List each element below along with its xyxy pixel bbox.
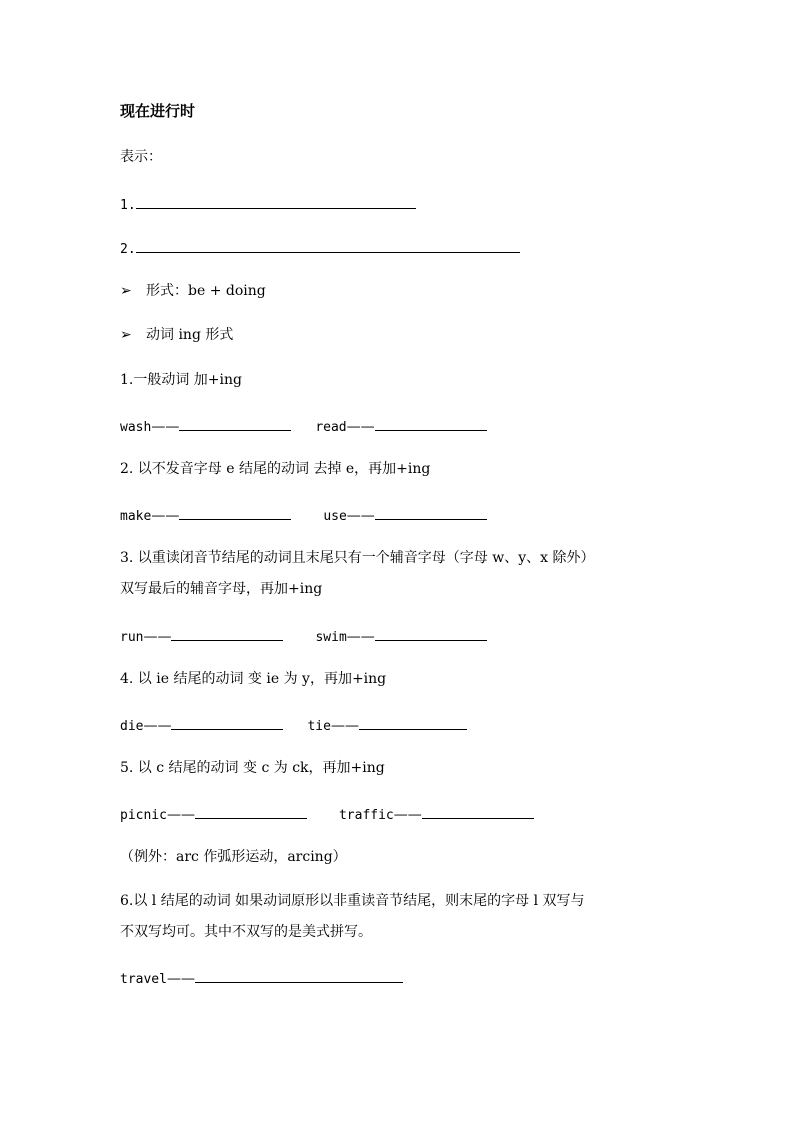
- example-word: swim: [315, 630, 347, 645]
- rule-6-line-1: 6.以 l 结尾的动词 如果动词原形以非重读音节结尾，则末尾的字母 l 双写与: [120, 893, 585, 909]
- meaning-item-2-number: 2.: [120, 242, 136, 257]
- bullet-ing-text: 动词 ing 形式: [146, 327, 234, 343]
- example-word: tie: [307, 719, 331, 734]
- rule-3-line-1: 3. 以重读闭音节结尾的动词且末尾只有一个辅音字母（字母 w、y、x 除外）: [120, 550, 595, 566]
- arrow-bullet-icon: ➢: [120, 327, 132, 343]
- example-dash: ——: [151, 508, 180, 524]
- example-dash: ——: [143, 629, 172, 645]
- example-dash: ——: [143, 718, 172, 734]
- example-word: make: [120, 509, 152, 524]
- page-title: 现在进行时: [120, 102, 196, 120]
- example-word: picnic: [120, 808, 167, 823]
- example-word: read: [315, 420, 347, 435]
- answer-blank[interactable]: [171, 715, 283, 730]
- example-row-1: [120, 416, 487, 437]
- arrow-bullet-icon: ➢: [120, 283, 132, 299]
- rule-5: 5. 以 c 结尾的动词 变 c 为 ck，再加+ing: [120, 760, 385, 776]
- answer-blank[interactable]: [375, 505, 487, 520]
- rule-4: 4. 以 ie 结尾的动词 变 ie 为 y，再加+ing: [120, 671, 387, 687]
- example-row-3: [120, 626, 487, 647]
- meaning-item-1-number: 1.: [120, 198, 136, 213]
- example-row-4: [120, 715, 467, 736]
- rule-1: 1.一般动词 加+ing: [120, 372, 242, 388]
- example-row-6: [120, 968, 403, 989]
- example-word: wash: [120, 420, 152, 435]
- example-row-5: [120, 804, 534, 825]
- example-word: use: [323, 509, 347, 524]
- bullet-form-text: 形式：be + doing: [146, 283, 266, 299]
- example-dash: ——: [346, 508, 375, 524]
- answer-blank[interactable]: [375, 626, 487, 641]
- example-dash: ——: [151, 419, 180, 435]
- example-word: die: [120, 719, 144, 734]
- answer-blank[interactable]: [375, 416, 487, 431]
- meaning-item-2-blank[interactable]: [136, 238, 520, 253]
- exception-note: （例外：arc 作弧形运动，arcing）: [120, 849, 347, 865]
- example-dash: ——: [393, 807, 422, 823]
- example-dash: ——: [166, 971, 195, 987]
- example-dash: ——: [346, 629, 375, 645]
- rule-3-line-2: 双写最后的辅音字母，再加+ing: [120, 581, 323, 597]
- bullet-form: [120, 282, 266, 300]
- example-dash: ——: [330, 718, 359, 734]
- meaning-item-1: [120, 194, 416, 215]
- meaning-item-1-blank[interactable]: [136, 194, 416, 209]
- answer-blank[interactable]: [195, 968, 403, 983]
- example-row-2: [120, 505, 487, 526]
- rule-6-line-2: 不双写均可。其中不双写的是美式拼写。: [120, 924, 372, 940]
- rule-2: 2. 以不发音字母 e 结尾的动词 去掉 e，再加+ing: [120, 461, 431, 477]
- answer-blank[interactable]: [195, 804, 307, 819]
- example-word: traffic: [338, 808, 394, 823]
- answer-blank[interactable]: [171, 626, 283, 641]
- answer-blank[interactable]: [179, 416, 291, 431]
- example-dash: ——: [166, 807, 195, 823]
- example-word: travel: [120, 972, 167, 987]
- example-dash: ——: [346, 419, 375, 435]
- answer-blank[interactable]: [179, 505, 291, 520]
- meaning-label: 表示：: [120, 149, 162, 165]
- answer-blank[interactable]: [359, 715, 467, 730]
- example-word: run: [120, 630, 144, 645]
- bullet-ing: [120, 326, 233, 344]
- answer-blank[interactable]: [422, 804, 534, 819]
- meaning-item-2: [120, 238, 520, 259]
